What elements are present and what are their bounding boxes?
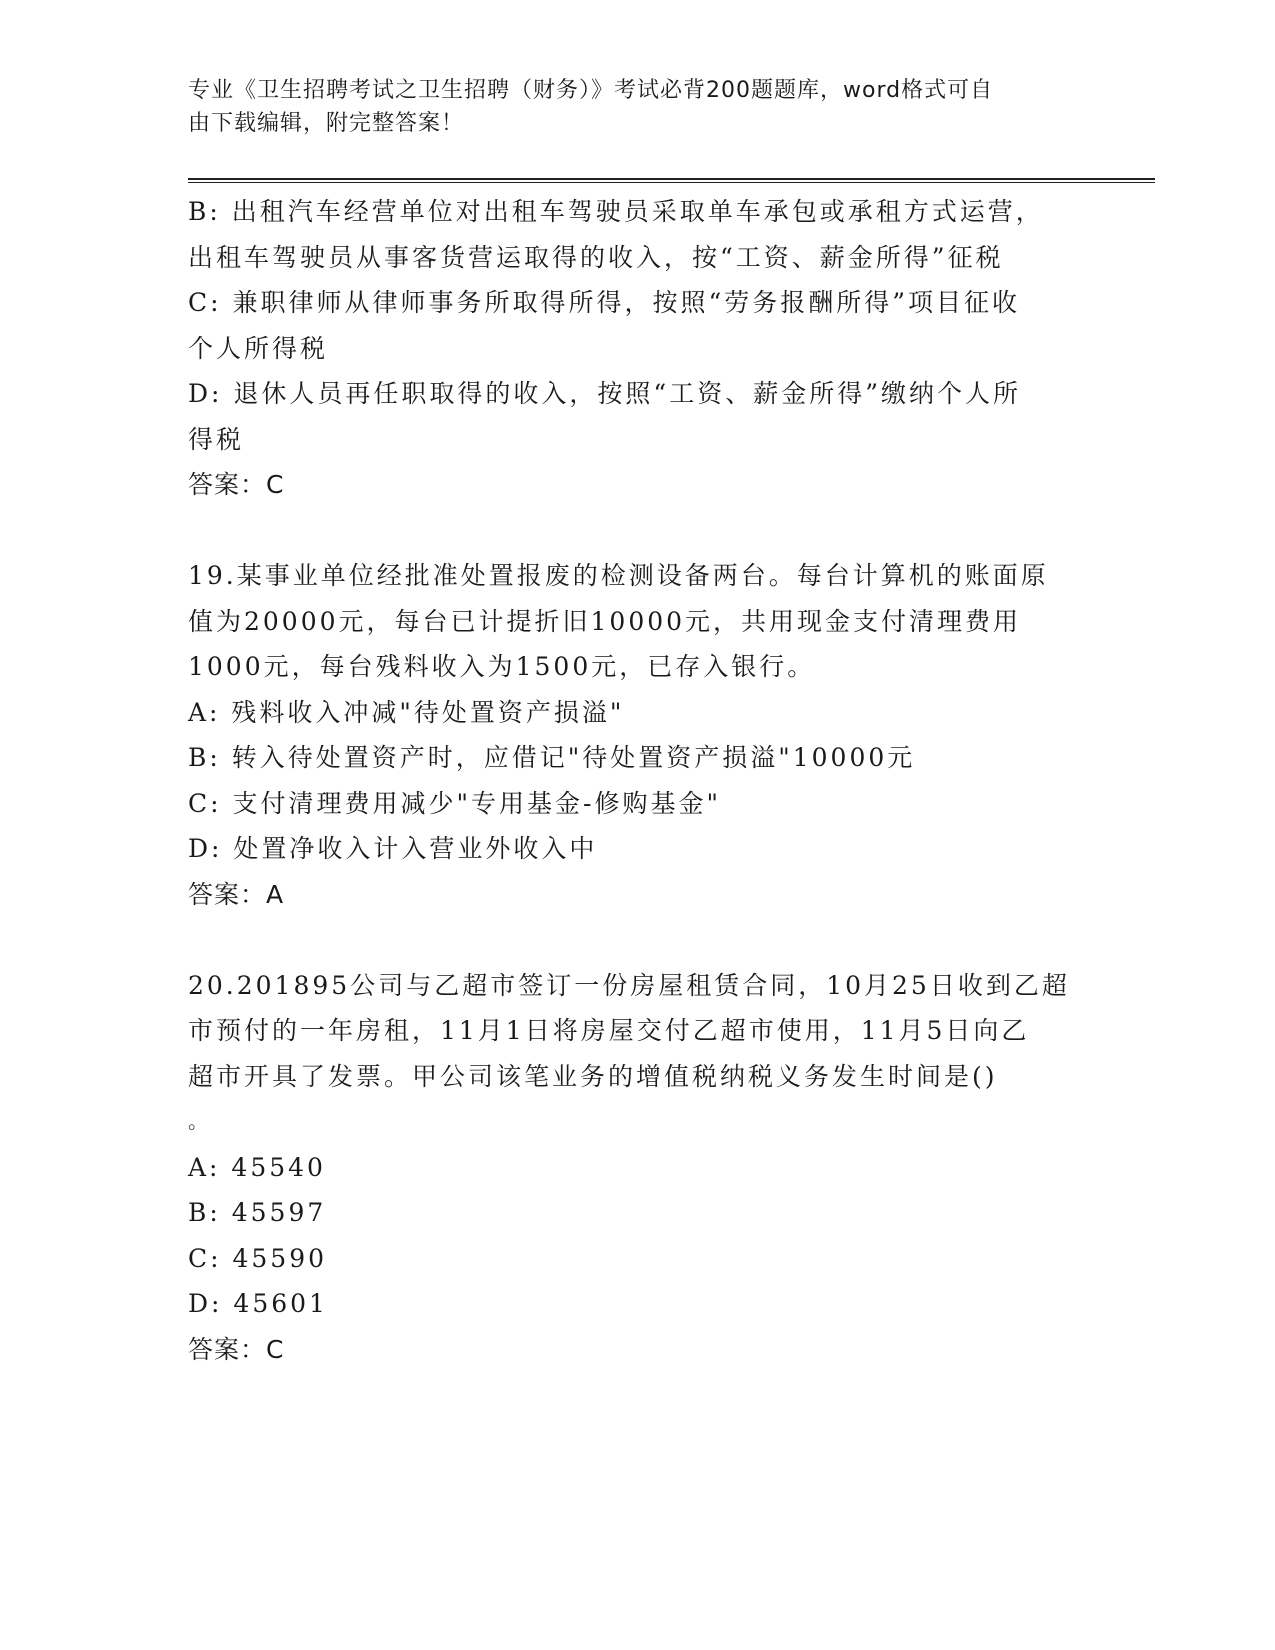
q20-stem-line-4: 。 — [188, 1109, 211, 1133]
q20-stem-line-1: 20.201895公司与乙超市签订一份房屋租赁合同，10月25日收到乙超 — [188, 970, 1070, 1000]
q18-option-c-line-2: 个人所得税 — [188, 333, 329, 363]
header-divider — [188, 178, 1155, 183]
q19-stem-line-3: 1000元，每台残料收入为1500元，已存入银行。 — [188, 652, 816, 681]
header-title-line-1: 专业《卫生招聘考试之卫生招聘（财务）》考试必背200题题库，word格式可自 — [188, 78, 994, 103]
q20-stem-line-2: 市预付的一年房租，11月1日将房屋交付乙超市使用，11月5日向乙 — [188, 1016, 1030, 1045]
question-20 — [188, 963, 1088, 1373]
q19-option-c: C: 支付清理费用减少"专用基金-修购基金" — [188, 788, 721, 818]
q20-option-c: C: 45590 — [188, 1243, 328, 1273]
spacer — [188, 917, 1088, 963]
question-19 — [188, 553, 1088, 917]
q20-stem-line-3: 超市开具了发票。甲公司该笔业务的增值税纳税义务发生时间是() — [188, 1061, 998, 1091]
q18-option-b-line-1: B: 出租汽车经营单位对出租车驾驶员采取单车承包或承租方式运营， — [188, 197, 1044, 226]
q19-option-b: B: 转入待处置资产时，应借记"待处置资产损溢"10000元 — [188, 743, 916, 772]
q19-option-a: A: 残料收入冲减"待处置资产损溢" — [188, 697, 625, 727]
q18-option-d-line-2: 得税 — [188, 424, 245, 454]
q20-option-d: D: 45601 — [188, 1289, 328, 1318]
q20-answer: 答案：C — [188, 1334, 285, 1364]
q19-stem-line-1: 19.某事业单位经批准处置报废的检测设备两台。每台计算机的账面原 — [188, 561, 1049, 590]
q18-option-b-line-2: 出租车驾驶员从事客货营运取得的收入，按“工资、薪金所得”征税 — [188, 242, 1004, 272]
spacer — [188, 508, 1088, 554]
q18-answer: 答案：C — [188, 470, 285, 499]
question-18-tail — [188, 189, 1088, 508]
document-header — [188, 74, 1088, 140]
q20-option-a: A: 45540 — [188, 1152, 326, 1182]
q20-option-b: B: 45597 — [188, 1198, 327, 1227]
q18-option-c-line-1: C: 兼职律师从律师事务所取得所得，按照“劳务报酬所得”项目征收 — [188, 288, 1021, 317]
question-content — [188, 189, 1088, 1372]
q19-option-d: D: 处置净收入计入营业外收入中 — [188, 834, 598, 863]
q18-option-d-line-1: D: 退休人员再任职取得的收入，按照“工资、薪金所得”缴纳个人所 — [188, 379, 1021, 408]
q19-answer: 答案：A — [188, 879, 285, 909]
q19-stem-line-2: 值为20000元，每台已计提折旧10000元，共用现金支付清理费用 — [188, 606, 1022, 636]
header-title-line-2: 由下载编辑，附完整答案！ — [188, 111, 465, 136]
